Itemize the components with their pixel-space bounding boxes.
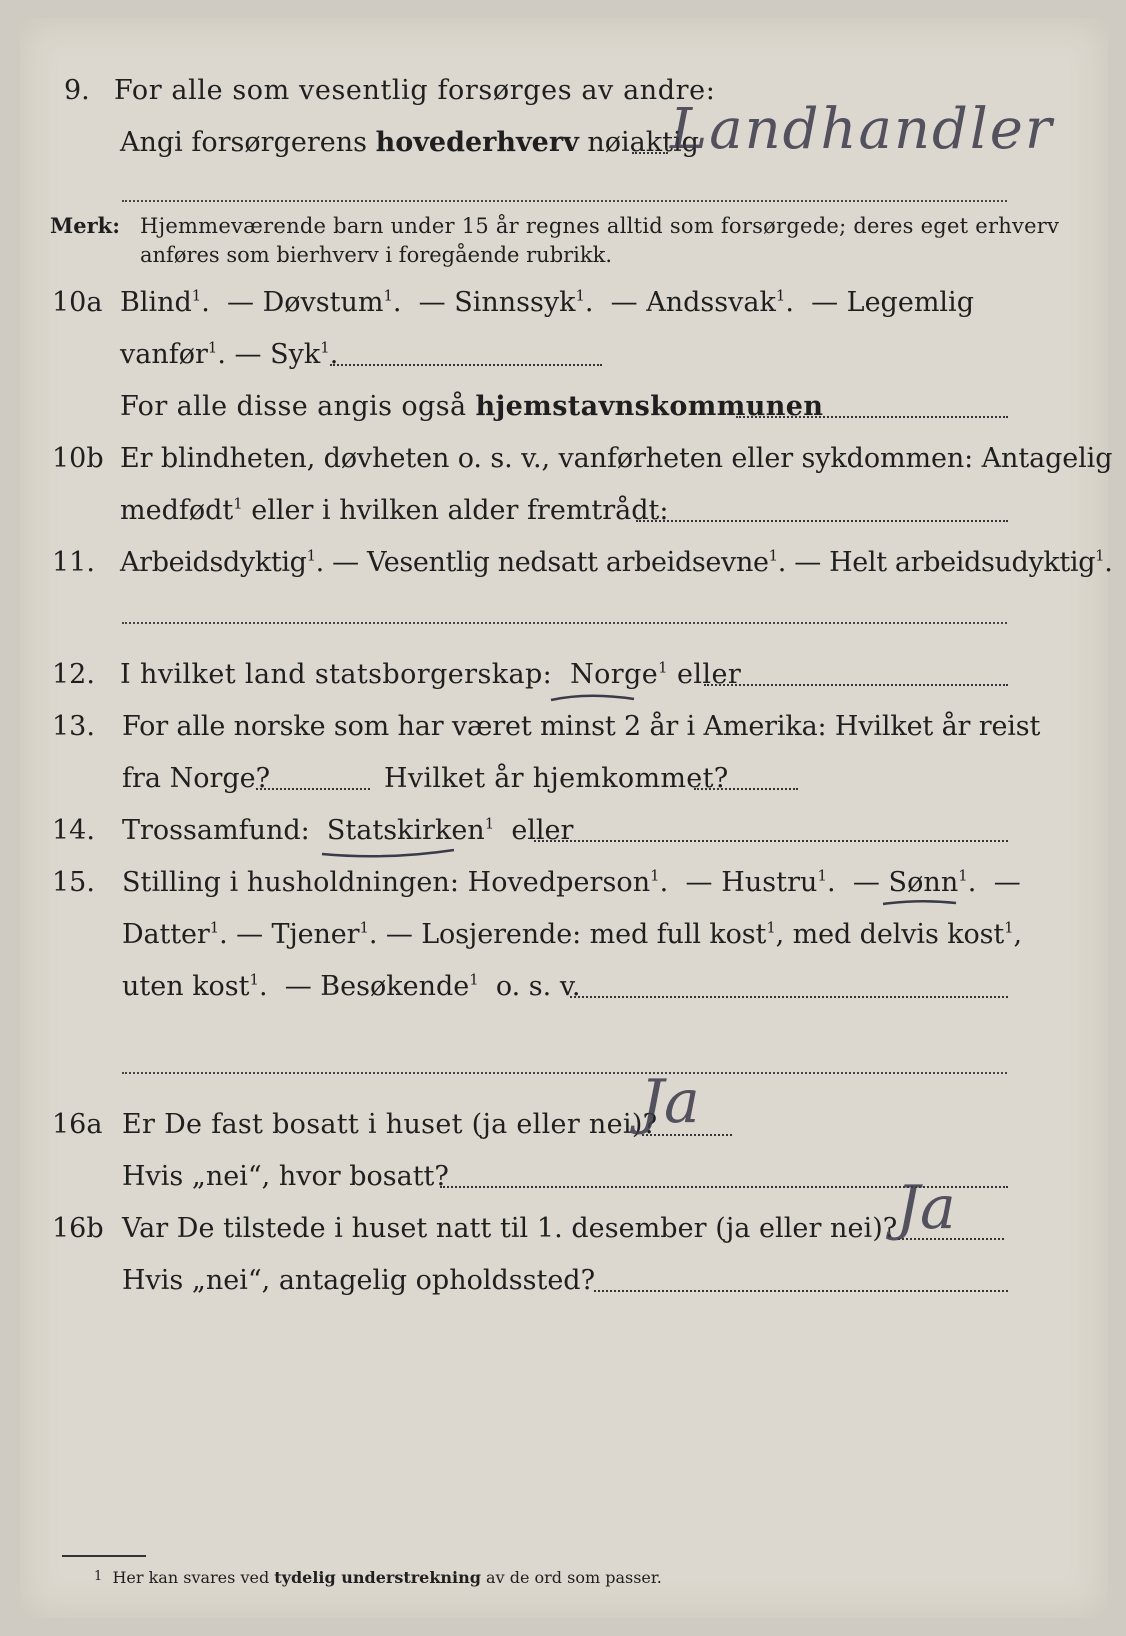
question-number-15: 15. bbox=[52, 867, 95, 898]
q11-line1: Arbeidsdyktig$^1$. — Vesentlig nedsatt arbeidsevne$^1$. — Helt arbeidsudyktig$^1$. bbox=[120, 546, 1113, 578]
q10a-line3: For alle disse angis også hjemstavnskommunen bbox=[120, 391, 824, 422]
q14-answer-line bbox=[534, 840, 1008, 842]
q10b-answer-line bbox=[636, 520, 1008, 522]
q10a-hjemstavn-answer-line bbox=[736, 416, 1008, 418]
q9-line1: For alle som vesentlig forsørges av andre: bbox=[114, 75, 716, 106]
q9-answer-handwriting: Landhandler bbox=[670, 97, 1054, 162]
q10b-line2: medfødt$^1$ eller i hvilken alder fremtrådt: bbox=[120, 494, 669, 526]
question-number-9: 9. bbox=[64, 75, 90, 106]
q12-line: I hvilket land statsborgerskap: Norge$^1$ eller bbox=[120, 658, 742, 690]
q10a-syk-answer-line bbox=[330, 364, 602, 366]
q13-line1: For alle norske som har været minst 2 år i Amerika: Hvilket år reist bbox=[122, 711, 1041, 742]
question-number-14: 14. bbox=[52, 815, 95, 846]
q16b-line1: Var De tilstede i huset natt til 1. desember (ja eller nei)? bbox=[122, 1213, 898, 1244]
q13-line2b: Hvilket år hjemkommet? bbox=[384, 763, 729, 794]
q11-extra-line bbox=[122, 622, 1007, 624]
question-number-11: 11. bbox=[52, 547, 95, 578]
q10a-line1: Blind$^1$. — Døvstum$^1$. — Sinnssyk$^1$. — Andssvak$^1$. — Legemlig bbox=[120, 286, 974, 318]
merk-label: Merk: bbox=[50, 213, 120, 238]
q15-answer-line bbox=[570, 996, 1008, 998]
question-number-16b: 16b bbox=[52, 1213, 104, 1244]
q16b-answer-handwriting: Ja bbox=[896, 1173, 956, 1243]
q9-extra-line bbox=[122, 200, 1007, 202]
q10a-line2: vanfør$^1$. — Syk$^1$. bbox=[120, 338, 339, 370]
norge-underline-mark bbox=[548, 690, 638, 706]
q16a-answer-handwriting: Ja bbox=[640, 1067, 700, 1137]
question-number-16a: 16a bbox=[52, 1109, 103, 1140]
q9-line2: Angi forsørgerens hovederhverv nøiaktig bbox=[120, 127, 699, 158]
q16a-line1: Er De fast bosatt i huset (ja eller nei)? bbox=[122, 1109, 658, 1140]
question-number-10b: 10b bbox=[52, 443, 104, 474]
question-number-13: 13. bbox=[52, 711, 95, 742]
q12-answer-line bbox=[704, 684, 1008, 686]
q15-extra-line bbox=[122, 1072, 1007, 1074]
q10b-line1: Er blindheten, døvheten o. s. v., vanførheten eller sykdommen: Antagelig bbox=[120, 443, 1113, 474]
q16b-line2: Hvis „nei“, antagelig opholdssted? bbox=[122, 1265, 596, 1296]
q13-hjem-answer-line bbox=[694, 788, 798, 790]
q15-line3: uten kost$^1$. — Besøkende$^1$ o. s. v. bbox=[122, 970, 581, 1002]
q15-line1: Stilling i husholdningen: Hovedperson$^1$. — Hustru$^1$. — Sønn$^1$. — bbox=[122, 866, 1021, 898]
q13-line2a: fra Norge? bbox=[122, 763, 271, 794]
footnote: 1 Her kan svares ved tydelig understrekning av de ord som passer. bbox=[94, 1568, 662, 1587]
sonn-underline-mark bbox=[880, 896, 960, 910]
merk-line2: anføres som bierhverv i foregående rubrikk. bbox=[140, 243, 613, 267]
q16b-oppholdssted-answer-line bbox=[594, 1290, 1008, 1292]
q15-line2: Datter$^1$. — Tjener$^1$. — Losjerende: med full kost$^1$, med delvis kost$^1$, bbox=[122, 918, 1022, 950]
q9-answer-line bbox=[632, 152, 668, 154]
q16a-line2: Hvis „nei“, hvor bosatt? bbox=[122, 1161, 449, 1192]
statskirken-underline-mark bbox=[318, 846, 458, 862]
question-number-10a: 10a bbox=[52, 287, 103, 318]
question-number-12: 12. bbox=[52, 659, 95, 690]
q13-reist-answer-line bbox=[256, 788, 370, 790]
footnote-rule bbox=[62, 1555, 146, 1557]
merk-line1: Hjemmeværende barn under 15 år regnes alltid som forsørgede; deres eget erhverv bbox=[140, 214, 1060, 238]
q14-line: Trossamfund: Statskirken$^1$ eller bbox=[122, 814, 574, 846]
